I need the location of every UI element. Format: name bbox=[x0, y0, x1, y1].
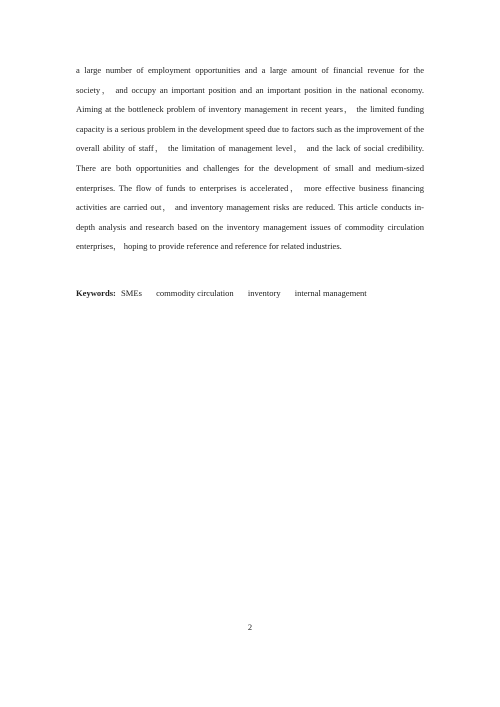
keyword-item: commodity circulation bbox=[156, 288, 234, 298]
keyword-item: internal management bbox=[294, 288, 367, 298]
abstract-paragraph: a large number of employment opportunities and a large amount of financial revenue for the society， and occupy an important position and an important position in the national economy. Aiming at the bottleneck problem of inventory management in recent years， the limited funding capacity is a serious problem in the development speed due to factors such as the improvement of the overall ability of staff， the limitation of management level， and the lack of social credibility. There are both opportunities and challenges for the development of small and medium-sized enterprises. The flow of funds to enterprises is accelerated， more effective business financing activities are carried out， and inventory management risks are reduced. This article conducts in-depth analysis and research based on the inventory management issues of commodity circulation enterprises， hoping to provide reference and reference for related industries. bbox=[76, 65, 424, 252]
keywords-line bbox=[76, 285, 436, 301]
keyword-item: inventory bbox=[247, 288, 281, 298]
keywords-label: Keywords: bbox=[76, 288, 116, 298]
page-number: 2 bbox=[247, 622, 253, 632]
keyword-item: SMEs bbox=[121, 288, 142, 298]
